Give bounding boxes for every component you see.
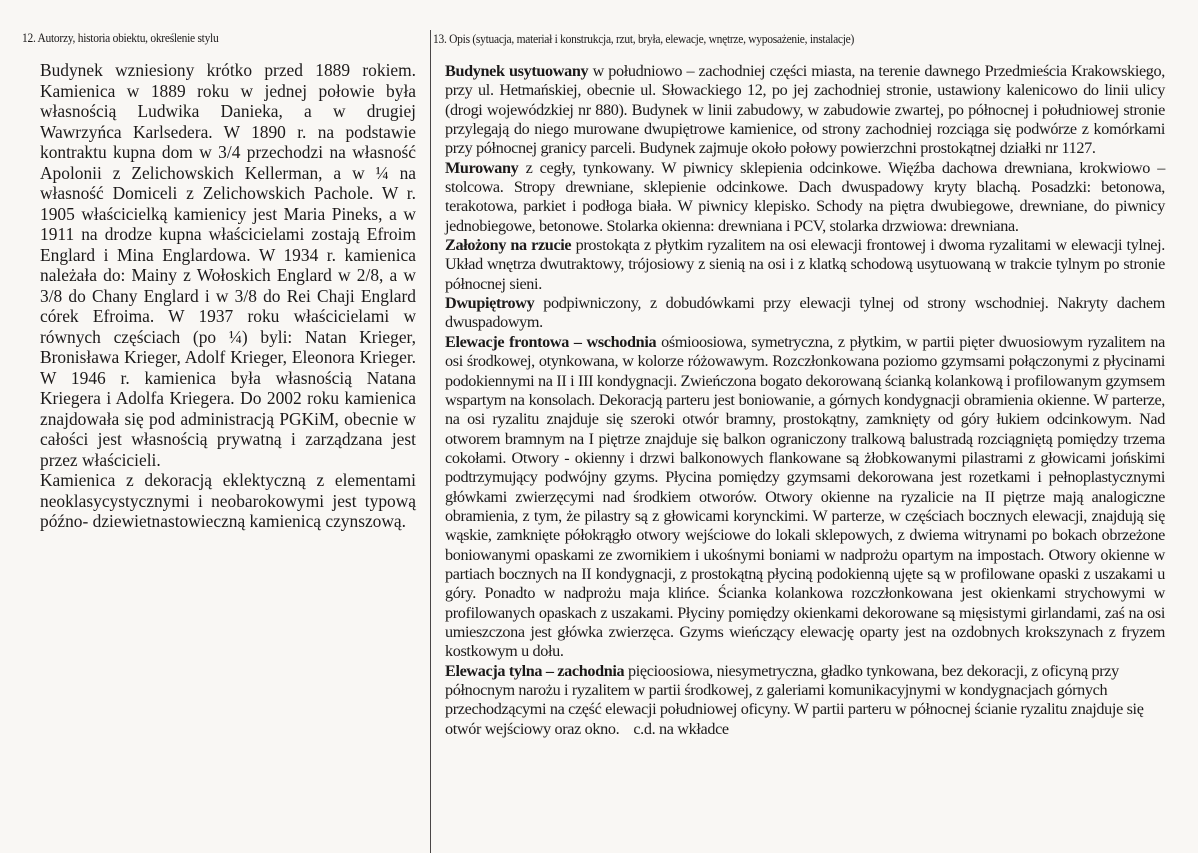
paragraph-lead: Murowany [445, 158, 519, 177]
paragraph-lead: Budynek usytuowany [445, 62, 589, 80]
rear-elevation-paragraph [445, 662, 1165, 739]
history-paragraph: Budynek wzniesiony krótko przed 1889 rokiem. Kamienica w 1889 roku w jednej połowie była własnością Ludwika Danieka, a w drugiej Wawrzyńca Karlsedera. W 1890 r. na podstawie kontraktu kupna dom w 3/4 przechodzi na własność Apolonii z Zelichowskich Kellerman, a w ¼ na własność Domiceli z Zelichowskich Pachole. W r. 1905 właścicielką kamienicy jest Maria Pineks, a w 1911 na drodze kupna właścicielami zostają Efroim Englard i Mina Englardowa. W 1934 r. kamienica należała do: Mainy z Wołoskich Englard w 2/8, a w 3/8 do Chany Englard i w 3/8 do Rei Chaji Englard córek Efroima. W 1937 roku właścicielami w równych częściach (po ¼) byli: Natan Krieger, Bronisława Krieger, Adolf Krieger, Eleonora Krieger. W 1946 r. kamienica była własnością Natana Kriegera i Adolfa Kriegera. Do 2002 roku kamienica znajdowała się pod administracją PGKiM, obecnie w całości jest własnością prywatną i zarządzana jest przez właścicieli. [40, 60, 416, 470]
section-13-body [445, 62, 1165, 739]
front-elevation-paragraph [445, 333, 1165, 662]
paragraph-lead: Elewacja tylna – zachodnia [445, 661, 625, 680]
location-paragraph [445, 62, 1165, 159]
section-13-header: 13. Opis (sytuacja, materiał i konstrukcja, rzut, bryła, elewacje, wnętrze, wyposażenie, instalacje) [433, 32, 855, 46]
column-divider [430, 30, 431, 853]
plan-paragraph [445, 236, 1165, 294]
paragraph-text: w południowo – zachodniej części miasta, na terenie dawnego Przedmieścia Krakowskiego, przy ul. Hetmańskiej, obecnie ul. Słowackiego 12, po jej zachodniej stronie, ustawiony kalenicowo do linii ulicy (drogi wojewódzkiej nr 880). Budynek w linii zabudowy, w zabudowie zwartej, po północnej i południowej stronie przylegają do niego murowane dwupiętrowe kamienice, od strony zachodniej rozciąga się podwórze z komórkami przy północnej granicy parceli. Budynek zajmuje około połowy powierzchni prostokątnej działki nr 1127. [445, 62, 1165, 158]
section-12-header: 12. Autorzy, historia obiektu, określenie stylu [22, 31, 219, 45]
paragraph-text: ośmioosiowa, symetryczna, z płytkim, w partii pięter dwuosiowym ryzalitem na osi środkowej, otynkowana, w kolorze różowawym. Rozczłonkowana poziomo gzymsami połączonymi z płycinami podokiennymi na II i III kondygnacji. Zwieńczona bogato dekorowaną ścianką kolankową i profilowanym gzymsem wspartym na konsolach. Dekoracją parteru jest boniowanie, a górnych kondygnacji obramienia okienne. W parterze, na osi ryzalitu znajduje się szeroki otwór bramny, prostokątny, zamknięty od góry łukiem odcinkowym. Nad otworem bramnym na I piętrze znajduje się balkon ograniczony tralkową balustradą rozciągniętą pomiędzy trzema cokołami. Otwory - okienny i drzwi balkonowych flankowane są żłobkowanymi pilastrami z głowicami jońskimi podtrzymujący podwójny gzyms. Płycina pomiędzy gzymsami dekorowana jest rozetkami i pełnoplastycznymi główkami zwierzęcymi nad środkiem otworów. Otwory okienne na ryzalicie na II piętrze mają analogiczne obramienia, z tym, że pilastry są z głowicami korynckimi. W parterze, w częściach bocznych elewacji, znajdują się wąskie, zamknięte półokrągło otwory wejściowe do lokali sklepowych, z dwiema witrynami po bokach obrzeżone boniowanymi opaskami ze zwornikiem i ukośnymi boniami w nadprożu opartym na impostach. Otwory okienne w partiach bocznych na II kondygnacji, z prostokątną płyciną podokienną ujęte są w profilowane opaski z uszakami u góry. Ponadto w nadprożu maja klińce. Ścianka kolankowa rozczłonkowana jest okienkami strychowymi w profilowanych opaskach z uszakami. Płyciny pomiędzy okienkami dekorowane są mięsistymi girlandami, zaś na osi umieszczona jest główka zwierzęca. Gzyms wieńczący elewację oparty jest na ozdobnych krokszynach z fryzem kostkowym u dołu. [445, 332, 1166, 661]
paragraph-lead: Założony na rzucie [445, 236, 572, 255]
material-paragraph [445, 159, 1165, 236]
paragraph-text: podpiwniczony, z dobudówkami przy elewacji tylnej od strony wschodniej. Nakryty dachem dwuspadowym. [445, 294, 1165, 332]
paragraph-text: prostokąta z płytkim ryzalitem na osi elewacji frontowej i dwoma ryzalitami w elewacji tylnej. Układ wnętrza dwutraktowy, trójosiowy z sienią na osi i z klatką schodową usytuowaną w trakcie tylnym po stronie północnej sieni. [445, 236, 1165, 293]
style-paragraph: Kamienica z dekoracją eklektyczną z elementami neoklasycystycznymi i neobarokowymi jest typową późno- dziewietnastowieczną kamienicą czynszową. [40, 470, 416, 531]
paragraph-text: pięcioosiowa, niesymetryczna, gładko tynkowana, bez dekoracji, z oficyną przy północnym narożu i ryzalitem w partii środkowej, z galeriami komunikacyjnymi w kondygnacjach górnych przechodzącymi na część elewacji południowej oficyny. W partii parteru w północnej ścianie ryzalitu znajduje się otwór wejściowy oraz okno. [445, 661, 1144, 738]
continuation-note: c.d. na wkładce [633, 719, 729, 738]
paragraph-text: z cegły, tynkowany. W piwnicy sklepienia odcinkowe. Więźba dachowa drewniana, krokwiowo – stolcowa. Stropy drewniane, sklepienie odcinkowe. Dach dwuspadowy kryty blachą. Posadzki: betonowa, terakotowa, parkiet i podłoga biała. W piwnicy klepisko. Schody na piętra dwubiegowe, drewniane, do piwnicy jednobiegowe, betonowe. Stolarka okienna: drewniana i PCV, stolarka drzwiowa: drewniana. [445, 158, 1165, 235]
paragraph-lead: Dwupiętrowy [445, 294, 535, 313]
paragraph-lead: Elewacje frontowa – wschodnia [445, 332, 657, 351]
section-12-body [40, 60, 416, 532]
storeys-paragraph [445, 294, 1165, 333]
